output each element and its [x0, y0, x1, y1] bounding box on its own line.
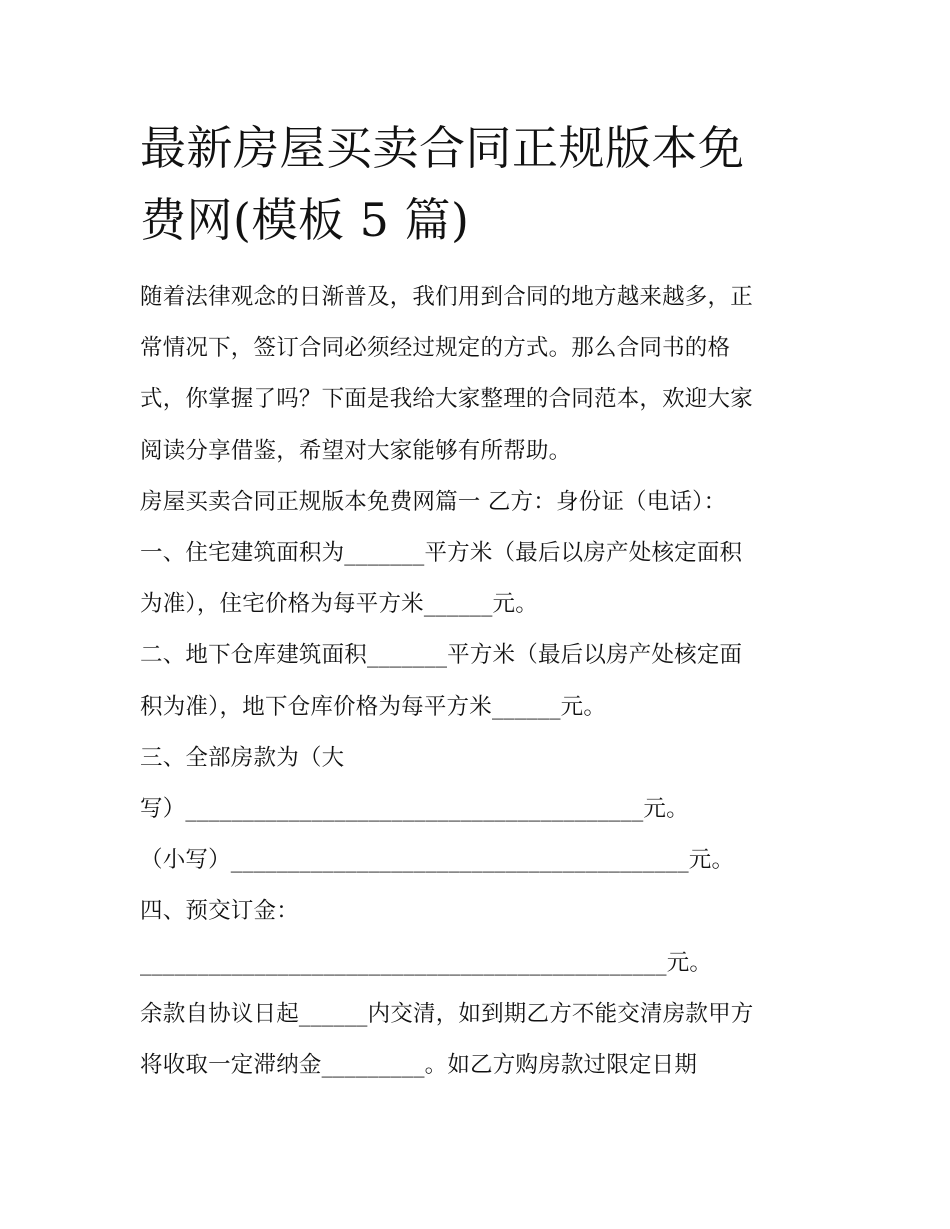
- clause-late-fee-line: 将收取一定滞纳金_________。如乙方购房款过限定日期: [140, 1052, 698, 1079]
- title-line: 费网(模板 5 篇): [140, 193, 470, 247]
- clause-total-lowercase-line: （小写）________________________________________元。: [140, 847, 735, 874]
- clause-deposit-line: 四、预交订金：: [140, 898, 299, 925]
- document-content: [140, 112, 830, 1091]
- clause-storage-area-line: 二、地下仓库建筑面积_______平方米（最后以房产处核定面: [140, 642, 743, 669]
- clause-residential-area-line: 一、住宅建筑面积为_______平方米（最后以房产处核定面积: [140, 540, 743, 567]
- clause-total-uppercase-line: 写）________________________________________元。: [140, 796, 689, 823]
- clause-residential-price-line: 为准），住宅价格为每平方米______元。: [140, 591, 538, 618]
- intro-line: 随着法律观念的日渐普及，我们用到合同的地方越来越多，正: [140, 284, 753, 310]
- intro-line: 阅读分享借鉴，希望对大家能够有所帮助。: [140, 437, 572, 464]
- clause-storage-price-line: 积为准），地下仓库价格为每平方米______元。: [140, 693, 607, 720]
- title-line: 最新房屋买卖合同正规版本免: [140, 121, 745, 175]
- clause-balance-line: 余款自协议日起______内交清，如到期乙方不能交清房款甲方: [140, 1000, 754, 1027]
- document-body: [140, 272, 830, 1091]
- clause-deposit-blank-line: ______________________________________________元。: [140, 949, 713, 976]
- contract-heading-line: 房屋买卖合同正规版本免费网篇一 乙方：身份证（电话）：: [140, 488, 727, 515]
- intro-line: 常情况下，签订合同必须经过规定的方式。那么合同书的格: [140, 335, 731, 362]
- document-title: [140, 112, 830, 256]
- clause-total-price-line: 三、全部房款为（大: [140, 744, 345, 771]
- intro-line: 式，你掌握了吗？下面是我给大家整理的合同范本，欢迎大家: [140, 386, 753, 413]
